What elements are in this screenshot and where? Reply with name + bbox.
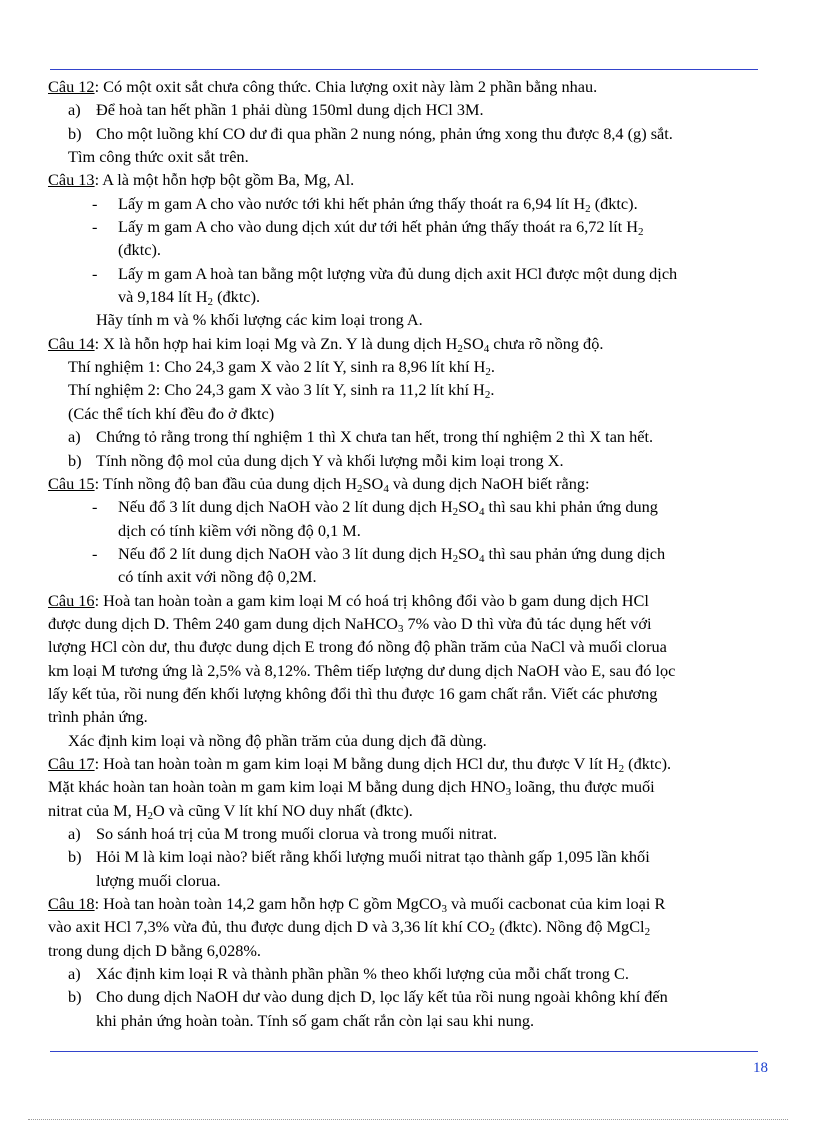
page-number: 18: [753, 1060, 768, 1076]
q15-title: Câu 15: Tính nồng độ ban đầu của dung dịch $H_2SO_4$ và dung dịch NaOH biết rằng:: [48, 473, 590, 495]
q17-b: b) Hỏi M là kim loại nào? biết rằng khối lượng muối nitrat tạo thành gấp 1,095 lần khối: [68, 847, 650, 867]
q18-label: Câu 18: [48, 894, 95, 914]
q12-end: Tìm công thức oxit sắt trên.: [68, 147, 249, 167]
q13-item-3: - Lấy m gam A hoà tan bằng một lượng vừa đủ dung dịch axit HCl được một dung dịch: [92, 263, 678, 283]
q14-note: (Các thể tích khí đều đo ở đktc): [68, 403, 275, 423]
q16-line-4: km loại M tương ứng là 2,5% và 8,12%. Thêm tiếp lượng dư dung dịch NaOH vào E, sau đó lọc: [48, 660, 676, 680]
q13-item-1: - Lấy m gam A cho vào nước tới khi hết phản ứng thấy thoát ra 6,94 lít $H_2$ (đktc).: [92, 193, 638, 215]
q14-title: Câu 14: X là hỗn hợp hai kim loại Mg và Zn. Y là dung dịch $H_2SO_4$ chưa rõ nồng độ.: [48, 333, 604, 355]
footer-rule: [50, 1051, 758, 1052]
q13-title: Câu 13: A là một hỗn hợp bột gồm Ba, Mg, Al.: [48, 170, 355, 190]
q16-label: Câu 16: [48, 590, 95, 610]
q16-end: Xác định kim loại và nồng độ phần trăm của dung dịch đã dùng.: [68, 730, 487, 750]
q13-end: Hãy tính m và % khối lượng các kim loại trong A.: [96, 310, 423, 330]
q18-a: a) Xác định kim loại R và thành phần phần % theo khối lượng của mỗi chất trong C.: [68, 964, 629, 984]
q18-line-2: vào axit HCl 7,3% vừa đủ, thu được dung dịch D và 3,36 lít khí $CO_2$ (đktc). Nồng độ MgCl$_2$: [48, 917, 651, 939]
q15-item-1: - Nếu đổ 3 lít dung dịch NaOH vào 2 lít dung dịch $H_2SO_4$ thì sau khi phản ứng dung: [92, 497, 658, 519]
q15-label: Câu 15: [48, 473, 95, 493]
q17-line-3: nitrat của M, $H_2O$ và cũng V lít khí NO duy nhất (đktc).: [48, 800, 413, 822]
q16-line-2: được dung dịch D. Thêm 240 gam dung dịch NaHCO$_3$ 7% vào D thì vừa đủ tác dụng hết với: [48, 613, 652, 635]
q13-item-2: - Lấy m gam A cho vào dung dịch xút dư tới hết phản ứng thấy thoát ra 6,72 lít $H_2$: [92, 217, 644, 239]
q14-experiment-1: Thí nghiệm 1: Cho 24,3 gam X vào 2 lít Y, sinh ra 8,96 lít khí $H_2$.: [68, 357, 495, 379]
q14-experiment-2: Thí nghiệm 2: Cho 24,3 gam X vào 3 lít Y, sinh ra 11,2 lít khí $H_2$.: [68, 380, 495, 402]
page-bottom-dotted-border: [28, 1119, 788, 1120]
q18-b: b) Cho dung dịch NaOH dư vào dung dịch D, lọc lấy kết tủa rồi nung ngoài không khí đến: [68, 987, 668, 1007]
q17-line-1: Câu 17: Hoà tan hoàn toàn m gam kim loại M bằng dung dịch HCl dư, thu được V lít $H_2$ (đktc).: [48, 753, 672, 775]
q16-line-5: lấy kết tủa, rồi nung đến khối lượng không đổi thì thu được 16 gam chất rắn. Viết các phương: [48, 683, 658, 703]
q14-b: b) Tính nồng độ mol của dung dịch Y và khối lượng mỗi kim loại trong X.: [68, 450, 564, 470]
q17-a: a) So sánh hoá trị của M trong muối clorua và trong muối nitrat.: [68, 824, 498, 843]
q18-line-3: trong dung dịch D bằng 6,028%.: [48, 940, 261, 960]
q13-item-2-cont: (đktc).: [118, 240, 161, 260]
q15-item-1-cont: dịch có tính kiềm với nồng độ 0,1 M.: [118, 520, 361, 540]
header-rule: [50, 69, 758, 70]
q15-item-2: - Nếu đổ 2 lít dung dịch NaOH vào 3 lít dung dịch $H_2SO_4$ thì sau phản ứng dung dịch: [92, 543, 666, 565]
q12-title: Câu 12: Có một oxit sắt chưa công thức. Chia lượng oxit này làm 2 phần bằng nhau.: [48, 77, 598, 96]
q13-item-3-cont: và 9,184 lít $H_2$ (đktc).: [118, 287, 261, 309]
q17-b-cont: lượng muối clorua.: [96, 870, 221, 890]
q16-line-6: trình phản ứng.: [48, 707, 148, 727]
q17-label: Câu 17: [48, 753, 95, 773]
q16-line-1: Câu 16: Hoà tan hoàn toàn a gam kim loại M có hoá trị không đổi vào b gam dung dịch HCl: [48, 590, 649, 610]
q12-label: Câu 12: [48, 77, 95, 96]
q12-a: a) Để hoà tan hết phần 1 phải dùng 150ml dung dịch HCl 3M.: [68, 100, 484, 120]
q15-item-2-cont: có tính axit với nồng độ 0,2M.: [118, 567, 317, 587]
q18-line-1: Câu 18: Hoà tan hoàn toàn 14,2 gam hỗn hợp C gồm MgCO$_3$ và muối cacbonat của kim loại R: [48, 894, 666, 916]
q13-label: Câu 13: [48, 170, 95, 190]
q14-a: a) Chứng tỏ rằng trong thí nghiệm 1 thì X chưa tan hết, trong thí nghiệm 2 thì X tan hết.: [68, 427, 654, 447]
page-content: [48, 75, 770, 1032]
q18-b-cont: khi phản ứng hoàn toàn. Tính số gam chất rắn còn lại sau khi nung.: [96, 1010, 535, 1030]
q16-line-3: lượng HCl còn dư, thu được dung dịch E trong đó nồng độ phần trăm của NaCl và muối clorua: [48, 637, 667, 657]
q17-line-2: Mặt khác hoàn tan hoàn toàn m gam kim loại M bằng dung dịch $HNO_3$ loãng, thu được muối: [48, 777, 655, 799]
q12-b: b) Cho một luồng khí CO dư đi qua phần 2 nung nóng, phản ứng xong thu được 8,4 (g) sắt.: [68, 123, 673, 143]
q14-label: Câu 14: [48, 333, 95, 353]
